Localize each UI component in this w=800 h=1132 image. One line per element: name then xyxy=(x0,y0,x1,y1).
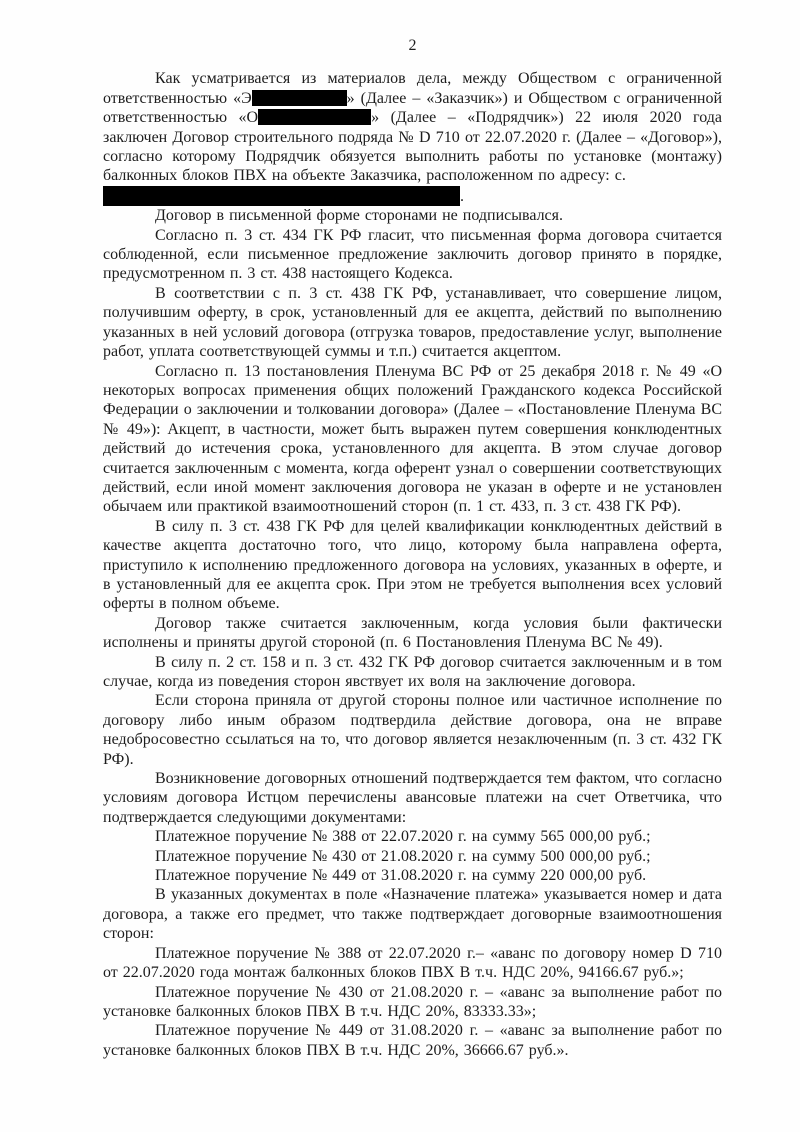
paragraph xyxy=(103,1021,722,1060)
text-run: В соответствии с п. 3 ст. 438 ГК РФ, устанавливает, что совершение лицом, получившим оферту, в срок, установленный для ее акцепта, действий по выполнению указанных в ней условий договора (отгрузка товаров, предоставление услуг, выполнение работ, уплата соответствующей суммы и т.п.) считается акцептом. xyxy=(103,284,722,361)
text-run: Согласно п. 13 постановления Пленума ВС РФ от 25 декабря 2018 г. № 49 «О некоторых вопросах применения общих положений Гражданского кодекса Российской Федерации о заключении и толковании договора» (Далее – «Постановление Пленума ВС № 49»): Акцепт, в частности, может быть выражен путем совершения конклюдентных действий до истечения срока, установленного для акцепта. В этом случае договор считается заключенным с момента, когда оферент узнал о совершении соответствующих действий, если иной момент заключения договора не указан в оферте и не установлен обычаем или практикой взаимоотношений сторон (п. 1 ст. 433, п. 3 ст. 438 ГК РФ). xyxy=(103,362,722,516)
paragraph xyxy=(103,186,722,206)
paragraph xyxy=(103,69,722,185)
text-run: Платежное поручение № 388 от 22.07.2020 г.– «аванс по договору номер D 710 от 22.07.2020 года монтаж балконных блоков ПВХ В т.ч. НДС 20%, 94166.67 руб.»; xyxy=(103,944,722,982)
paragraph xyxy=(103,827,722,846)
redaction-bar xyxy=(252,90,347,106)
paragraph xyxy=(103,691,722,769)
paragraph xyxy=(103,362,722,517)
paragraph xyxy=(103,983,722,1022)
text-run: Возникновение договорных отношений подтверждается тем фактом, что согласно условиям договора Истцом перечислены авансовые платежи на счет Ответчика, что подтверждается следующими документами: xyxy=(103,770,722,826)
redaction-bar xyxy=(103,186,460,206)
redaction-bar xyxy=(258,109,371,125)
text-run: Платежное поручение № 449 от 31.08.2020 г. на сумму 220 000,00 руб. xyxy=(155,867,647,885)
paragraph xyxy=(103,614,722,653)
paragraph xyxy=(103,866,722,885)
text-run: В силу п. 2 ст. 158 и п. 3 ст. 432 ГК РФ договор считается заключенным и в том случае, когда из поведения сторон явствует их воля на заключение договора. xyxy=(103,653,722,690)
text-run: . xyxy=(460,187,464,205)
page-number: 2 xyxy=(408,37,417,54)
text-run: Договор в письменной форме сторонами не подписывался. xyxy=(155,207,564,225)
text-run: Договор также считается заключенным, когда условия были фактически исполнены и приняты другой стороной (п. 6 Постановления Пленума ВС № 49). xyxy=(103,614,722,652)
paragraph xyxy=(103,206,722,225)
document-body xyxy=(103,69,722,1060)
paragraph xyxy=(103,847,722,866)
text-run: В силу п. 3 ст. 438 ГК РФ для целей квалификации конклюдентных действий в качестве акцепта достаточно того, что лицо, которому была направлена оферта, приступило к исполнению предложенного договора на условиях, указанных в оферте, и в установленный для ее акцепта срок. При этом не требуется выполнения всех условий оферты в полном объеме. xyxy=(103,517,722,613)
text-run: Если сторона приняла от другой стороны полное или частичное исполнение по договору либо иным образом подтвердила действие договора, она не вправе недобросовестно ссылаться на то, что договор является незаключенным (п. 3 ст. 432 ГК РФ). xyxy=(103,692,722,768)
text-run: Как усматривается из материалов дела, между Обществом с ограниченной ответственностью «Э xyxy=(103,70,722,107)
paragraph xyxy=(103,944,722,983)
text-run: Платежное поручение № 430 от 21.08.2020 г. на сумму 500 000,00 руб.; xyxy=(155,847,651,865)
text-run: Согласно п. 3 ст. 434 ГК РФ гласит, что письменная форма договора считается соблюденной, если письменное предложение заключить договор принято в порядке, предусмотренном п. 3 ст. 438 настоящего Кодекса. xyxy=(103,226,722,283)
text-run: Платежное поручение № 449 от 31.08.2020 г. – «аванс за выполнение работ по установке балконных блоков ПВХ В т.ч. НДС 20%, 36666.67 руб.». xyxy=(103,1022,722,1059)
text-run: Платежное поручение № 388 от 22.07.2020 г. на сумму 565 000,00 руб.; xyxy=(155,828,651,846)
text-run: В указанных документах в поле «Назначение платежа» указывается номер и дата договора, а также его предмет, что также подтверждает договорные взаимоотношения сторон: xyxy=(103,886,722,943)
paragraph xyxy=(103,226,722,284)
paragraph xyxy=(103,284,722,362)
text-run: » (Далее – «Подрядчик») 22 июля 2020 года заключен Договор строительного подряда № D 710 от 22.07.2020 г. (Далее – «Договор»), согласно которому Подрядчик обязуется выполнить работы по установке (монтажу) балконных блоков ПВХ на объекте Заказчика, расположенном по адресу: с. xyxy=(103,109,722,185)
text-run: Платежное поручение № 430 от 21.08.2020 г. – «аванс за выполнение работ по установке балконных блоков ПВХ В т.ч. НДС 20%, 83333.33»; xyxy=(103,983,722,1020)
paragraph xyxy=(103,517,722,614)
paragraph xyxy=(103,653,722,692)
text-run: » (Далее – «Заказчик») и Обществом с ограниченной ответственностью «О xyxy=(103,89,723,127)
paragraph xyxy=(103,769,722,827)
paragraph xyxy=(103,885,722,943)
